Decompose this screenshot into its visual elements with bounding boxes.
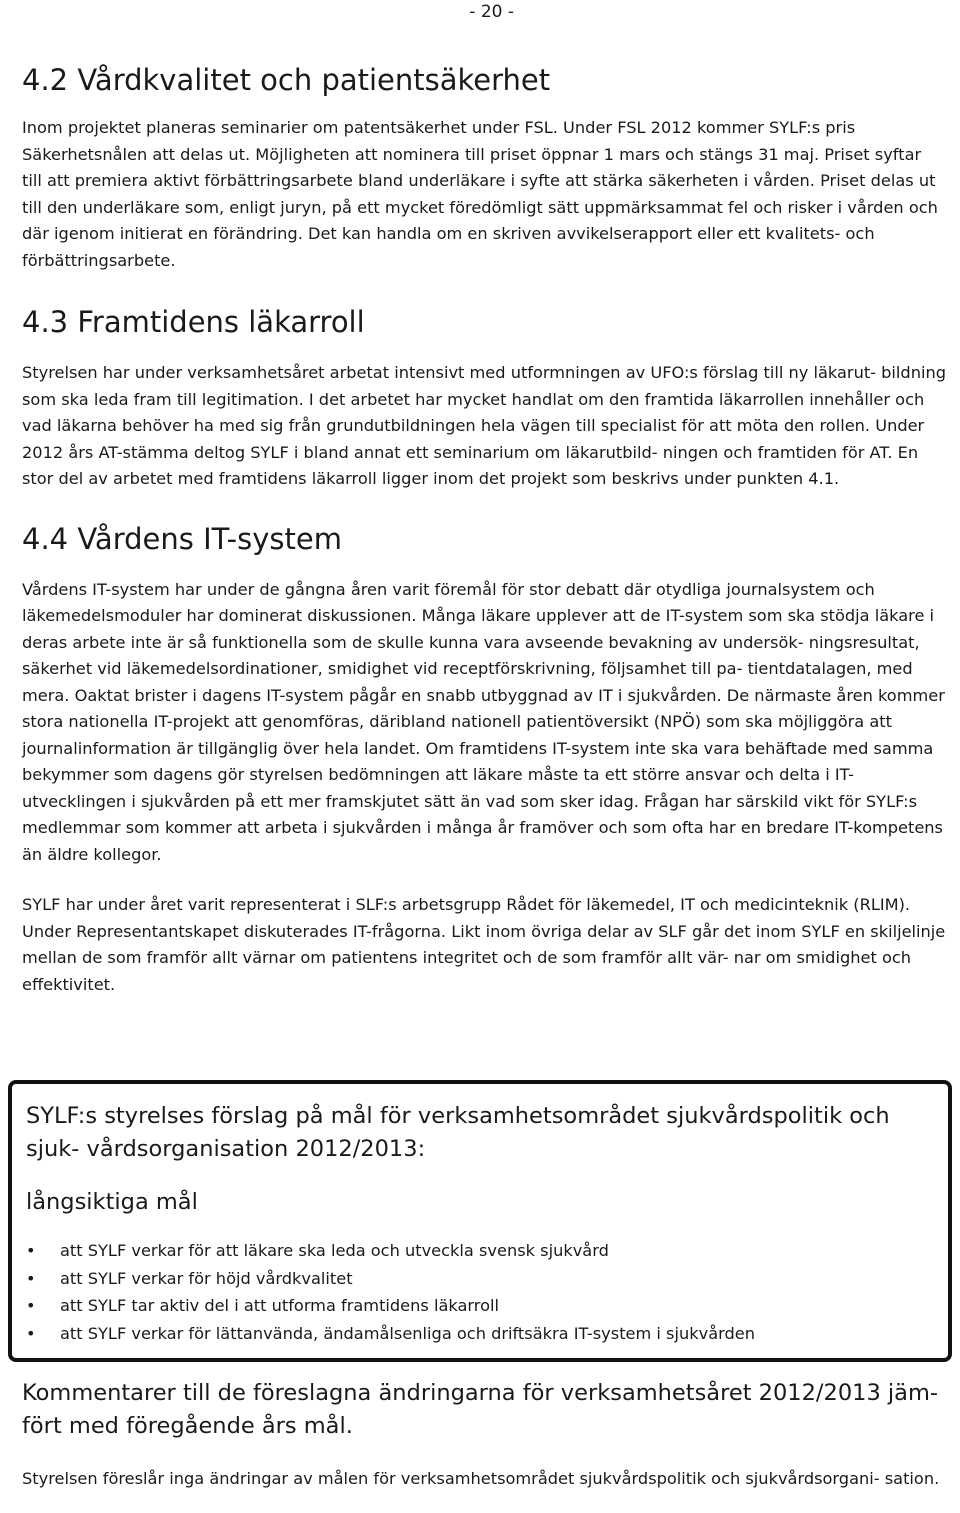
goals-subtitle: långsiktiga mål xyxy=(26,1189,198,1215)
goals-title: SYLF:s styrelses förslag på mål för verksamhetsområdet sjukvårdspolitik och sjuk- vårdsorganisation 2012/2013: xyxy=(26,1103,890,1162)
bullet-icon: • xyxy=(26,1241,36,1260)
goal-item-text: att SYLF tar aktiv del i att utforma framtidens läkarroll xyxy=(60,1296,499,1315)
main-content xyxy=(22,62,946,998)
goals-box xyxy=(8,1080,952,1362)
section-heading-4-4: 4.4 Vårdens IT-system xyxy=(22,521,342,556)
page-number: - 20 - xyxy=(469,2,514,22)
goal-item xyxy=(26,1237,928,1265)
section-heading-4-3: 4.3 Framtidens läkarroll xyxy=(22,305,365,339)
bullet-icon: • xyxy=(26,1268,36,1288)
bullet-icon: • xyxy=(26,1296,36,1315)
comment-section xyxy=(22,1377,946,1493)
goal-item xyxy=(26,1292,928,1320)
section-4-4-paragraph-2: SYLF har under året varit representerat i SLF:s arbetsgrupp Rådet för läkemedel, IT och medicinteknik (RLIM). Under Representantskapet diskuterades IT-frågorna. Likt inom övriga delar av SLF går det inom SYLF en skiljelinje mellan de som framför allt värnar om patientens integritet och de som framför allt vär- nar om smidighet och effektivitet. xyxy=(22,895,946,994)
comment-title: Kommentarer till de föreslagna ändringarna för verksamhetsåret 2012/2013 jäm- fört med föregående års mål. xyxy=(22,1380,938,1439)
goal-item xyxy=(26,1265,928,1293)
section-heading-4-2: 4.2 Vårdkvalitet och patientsäkerhet xyxy=(22,63,551,97)
section-4-2-paragraph: Inom projektet planeras seminarier om patentsäkerhet under FSL. Under FSL 2012 kommer SYLF:s pris Säkerhetsnålen att delas ut. Möjligheten att nominera till priset öppnar 1 mars och stängs 31 maj. Priset syftar till att premiera aktivt förbättringsarbete bland underläkare i syfte att stärka säkerheten i vården. Priset delas ut till den underläkare som, enligt juryn, på ett mycket föredömligt sätt uppmärksammat fel och risker i vården och där igenom initierat en förändring. Det kan handla om en skriven avvikelserapport eller ett kvalitets- och förbättringsarbete. xyxy=(22,118,938,270)
comment-text: Styrelsen föreslår inga ändringar av målen för verksamhetsområdet sjukvårdspolitik och sjukvårdsorgani- sation. xyxy=(22,1469,940,1488)
goal-item-text: att SYLF verkar för att läkare ska leda och utveckla svensk sjukvård xyxy=(60,1241,609,1260)
goal-item-text: att SYLF verkar för lättanvända, ändamålsenliga och driftsäkra IT-system i sjukvården xyxy=(60,1323,755,1343)
goals-list xyxy=(26,1237,928,1347)
goal-item-text: att SYLF verkar för höjd vårdkvalitet xyxy=(60,1268,353,1288)
bullet-icon: • xyxy=(26,1323,36,1343)
section-4-4-paragraph-1: Vårdens IT-system har under de gångna åren varit föremål för stor debatt där otydliga journalsystem och läkemedelsmoduler har dominerat diskussionen. Många läkare upplever att de IT-system som ska stödja läkare i deras arbete inte är så funktionella som de skulle kunna vara avseende bevakning av undersök- ningsresultat, säkerhet vid läkemedelsordinationer, smidighet vid receptförskrivning, följsamhet till pa- tientdatalagen, med mera. Oaktat brister i dagens IT-system pågår en snabb utbyggnad av IT i sjukvården. De närmaste åren kommer stora nationella IT-projekt att genomföras, däribland nationell patientöversikt (NPÖ) som ska möjliggöra att journalinformation är tillgänglig över hela landet. Om framtidens IT-system inte ska vara behäftade med samma bekymmer som dagens gör styrelsen bedömningen att läkare måste ta ett större ansvar och delta i IT-utvecklingen i sjukvården på ett mer framskjutet sätt än vad som sker idag. Frågan har särskild vikt för SYLF:s medlemmar som kommer att arbeta i sjukvården i många år framöver och som ofta har en bredare IT-kompetens än äldre kollegor. xyxy=(22,579,945,864)
goal-item xyxy=(26,1320,928,1348)
section-4-3-paragraph: Styrelsen har under verksamhetsåret arbetat intensivt med utformningen av UFO:s förslag till ny läkarut- bildning som ska leda fram till legitimation. I det arbetet har mycket handlat om den framtida läkarrollen innehåller och vad läkarna behöver ha med sig från grundutbildningen hela vägen till specialist för att möta den rollen. Under 2012 års AT-stämma deltog SYLF i bland annat ett seminarium om läkarutbild- ningen och framtiden för AT. En stor del av arbetet med framtidens läkarroll ligger inom det projekt som beskrivs under punkten 4.1. xyxy=(22,363,946,488)
